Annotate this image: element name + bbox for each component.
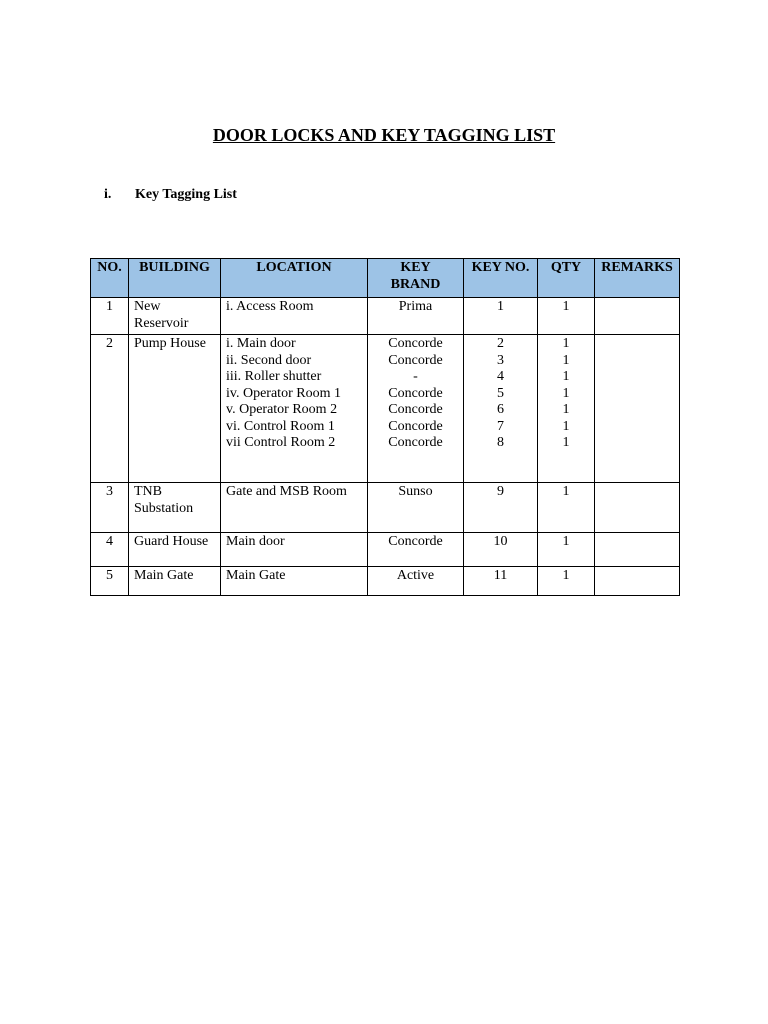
key-brand-line: Concorde	[388, 418, 443, 434]
location-line: Main door	[226, 534, 285, 549]
header-qty: QTY	[538, 259, 595, 298]
row-location	[221, 483, 368, 533]
row-location	[221, 335, 368, 483]
key-no-line: 2	[497, 336, 504, 351]
table-row	[91, 533, 680, 567]
qty-line: 1	[562, 435, 570, 450]
location-line: iv. Operator Room 1	[226, 385, 341, 401]
row-qty	[538, 533, 595, 567]
header-no: NO.	[91, 259, 129, 298]
header-key-no: KEY NO.	[464, 259, 538, 298]
row-location	[221, 298, 368, 335]
header-key-brand-line2: BRAND	[390, 276, 441, 292]
location-line: i. Access Room	[226, 299, 314, 314]
row-remarks	[595, 335, 680, 483]
row-key-no	[464, 533, 538, 567]
row-no: 2	[91, 335, 129, 483]
row-remarks	[595, 298, 680, 335]
building-line: TNB	[134, 484, 162, 499]
header-location: LOCATION	[221, 259, 368, 298]
key-no-line: 8	[497, 435, 504, 450]
key-brand-line: Sunso	[398, 484, 433, 499]
header-remarks: REMARKS	[595, 259, 680, 298]
key-brand-line: -	[413, 369, 418, 384]
location-line: v. Operator Room 2	[226, 402, 338, 417]
key-no-line: 10	[493, 534, 508, 549]
row-key-brand	[368, 335, 464, 483]
row-remarks	[595, 533, 680, 567]
section-title: Key Tagging List	[135, 187, 237, 202]
header-key-brand-line1: KEY	[400, 260, 431, 275]
key-brand-line: Concorde	[388, 385, 443, 401]
key-brand-line: Concorde	[388, 534, 443, 549]
key-no-line: 4	[497, 369, 504, 384]
key-brand-line: Prima	[398, 299, 433, 314]
key-no-line: 9	[497, 484, 504, 499]
key-brand-line: Concorde	[388, 336, 443, 351]
row-key-no	[464, 298, 538, 335]
row-remarks	[595, 483, 680, 533]
qty-line: 1	[562, 369, 570, 384]
row-qty	[538, 298, 595, 335]
qty-line: 1	[562, 418, 570, 434]
building-line: Pump House	[134, 336, 206, 351]
qty-line: 1	[562, 385, 570, 401]
row-key-no	[464, 567, 538, 596]
qty-line: 1	[562, 402, 570, 417]
table-row	[91, 335, 680, 483]
qty-line: 1	[562, 484, 570, 499]
key-brand-line: Concorde	[388, 352, 443, 368]
key-no-line: 6	[497, 402, 504, 417]
row-location	[221, 533, 368, 567]
key-tagging-table	[90, 258, 680, 596]
row-qty	[538, 567, 595, 596]
location-line: ii. Second door	[226, 352, 312, 368]
location-line: vii Control Room 2	[226, 435, 336, 450]
row-key-no	[464, 483, 538, 533]
row-key-brand	[368, 298, 464, 335]
row-key-brand	[368, 483, 464, 533]
qty-line: 1	[562, 336, 570, 351]
location-line: Main Gate	[226, 568, 286, 583]
building-line: Reservoir	[134, 315, 189, 331]
row-building	[129, 335, 221, 483]
row-no: 4	[91, 533, 129, 567]
building-line: Substation	[134, 500, 194, 516]
row-no: 5	[91, 567, 129, 596]
key-no-line: 3	[497, 352, 504, 368]
key-brand-line: Concorde	[388, 402, 443, 417]
row-key-brand	[368, 567, 464, 596]
row-remarks	[595, 567, 680, 596]
row-building	[129, 533, 221, 567]
row-qty	[538, 335, 595, 483]
row-no: 3	[91, 483, 129, 533]
header-key-brand	[368, 259, 464, 298]
qty-line: 1	[562, 568, 570, 583]
section-heading	[104, 186, 237, 204]
key-brand-line: Concorde	[388, 435, 443, 450]
key-no-line: 1	[497, 299, 504, 314]
qty-line: 1	[562, 534, 570, 549]
document-title: DOOR LOCKS AND KEY TAGGING LIST	[212, 125, 556, 145]
building-line: New	[134, 299, 161, 314]
building-line: Guard House	[134, 534, 209, 549]
location-line: iii. Roller shutter	[226, 369, 322, 384]
header-building: BUILDING	[129, 259, 221, 298]
key-no-line: 11	[493, 568, 508, 583]
row-key-brand	[368, 533, 464, 567]
table-header-row	[91, 259, 680, 298]
row-key-no	[464, 335, 538, 483]
row-building	[129, 567, 221, 596]
key-no-line: 7	[497, 418, 504, 434]
row-location	[221, 567, 368, 596]
row-qty	[538, 483, 595, 533]
key-no-line: 5	[497, 385, 504, 401]
row-building	[129, 483, 221, 533]
row-no: 1	[91, 298, 129, 335]
qty-line: 1	[562, 352, 570, 368]
row-building	[129, 298, 221, 335]
qty-line: 1	[562, 299, 570, 314]
table-row	[91, 567, 680, 596]
key-brand-line: Active	[396, 568, 435, 583]
building-line: Main Gate	[134, 568, 194, 583]
location-line: Gate and MSB Room	[226, 484, 347, 499]
location-line: i. Main door	[226, 336, 296, 351]
section-number: i.	[104, 187, 112, 202]
location-line: vi. Control Room 1	[226, 418, 335, 434]
table-row	[91, 483, 680, 533]
table-row	[91, 298, 680, 335]
